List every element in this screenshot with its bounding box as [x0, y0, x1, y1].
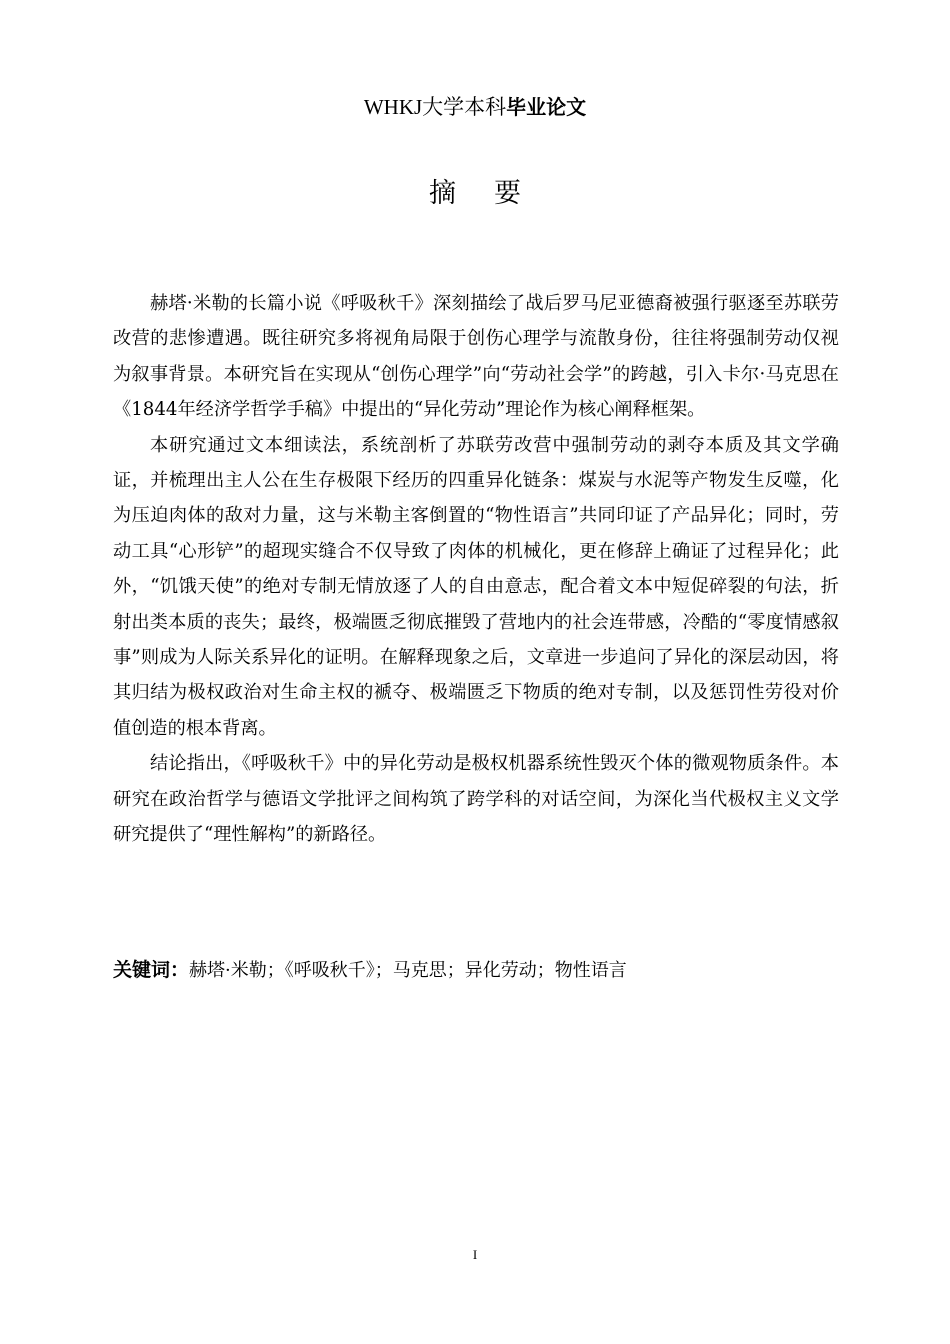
- page-number: I: [472, 1247, 478, 1262]
- abstract-paragraph-1: 赫塔·米勒的长篇小说《呼吸秋千》深刻描绘了战后罗马尼亚德裔被强行驱逐至苏联劳改营的悲惨遭遇。既往研究多将视角局限于创伤心理学与流散身份，往往将强制劳动仅视为叙事背景。本研究旨在实现从“创伤心理学”向“劳动社会学”的跨越，引入卡尔·马克思在《1844年经济学哲学手稿》中提出的“异化劳动”理论作为核心阐释框架。: [113, 293, 839, 421]
- header-thesis-label: 毕业论文: [506, 95, 587, 119]
- keywords-list: 赫塔·米勒；《呼吸秋千》；马克思；异化劳动；物性语言: [189, 960, 627, 981]
- keywords-label: 关键词: [113, 959, 171, 981]
- abstract-title: 摘要: [429, 178, 559, 209]
- abstract-paragraph-2: 本研究通过文本细读法，系统剖析了苏联劳改营中强制劳动的剥夺本质及其文学确证，并梳理出主人公在生存极限下经历的四重异化链条：煤炭与水泥等产物发生反噬，化为压迫肉体的敌对力量，这与米勒主客倒置的“物性语言”共同印证了产品异化；同时，劳动工具“心形铲”的超现实缝合不仅导致了肉体的机械化，更在修辞上确证了过程异化；此外，“饥饿天使”的绝对专制无情放逐了人的自由意志，配合着文本中短促碎裂的句法，折射出类本质的丧失；最终，极端匮乏彻底摧毁了营地内的社会连带感，冷酷的“零度情感叙事”则成为人际关系异化的证明。在解释现象之后，文章进一步追问了异化的深层动因，将其归结为极权政治对生命主权的褫夺、极端匮乏下物质的绝对专制，以及惩罚性劳役对价值创造的根本背离。: [113, 434, 839, 739]
- keywords-separator: ：: [170, 959, 190, 981]
- running-header: [0, 92, 950, 122]
- abstract-paragraph-3: 结论指出，《呼吸秋千》中的异化劳动是极权机器系统性毁灭个体的微观物质条件。本研究在政治哲学与德语文学批评之间构筑了跨学科的对话空间，为深化当代极权主义文学研究提供了“理性解构”的新路径。: [113, 753, 839, 846]
- header-university: WHKJ大学本科: [363, 95, 507, 119]
- keywords-line: [113, 955, 839, 986]
- abstract-body: [113, 286, 839, 853]
